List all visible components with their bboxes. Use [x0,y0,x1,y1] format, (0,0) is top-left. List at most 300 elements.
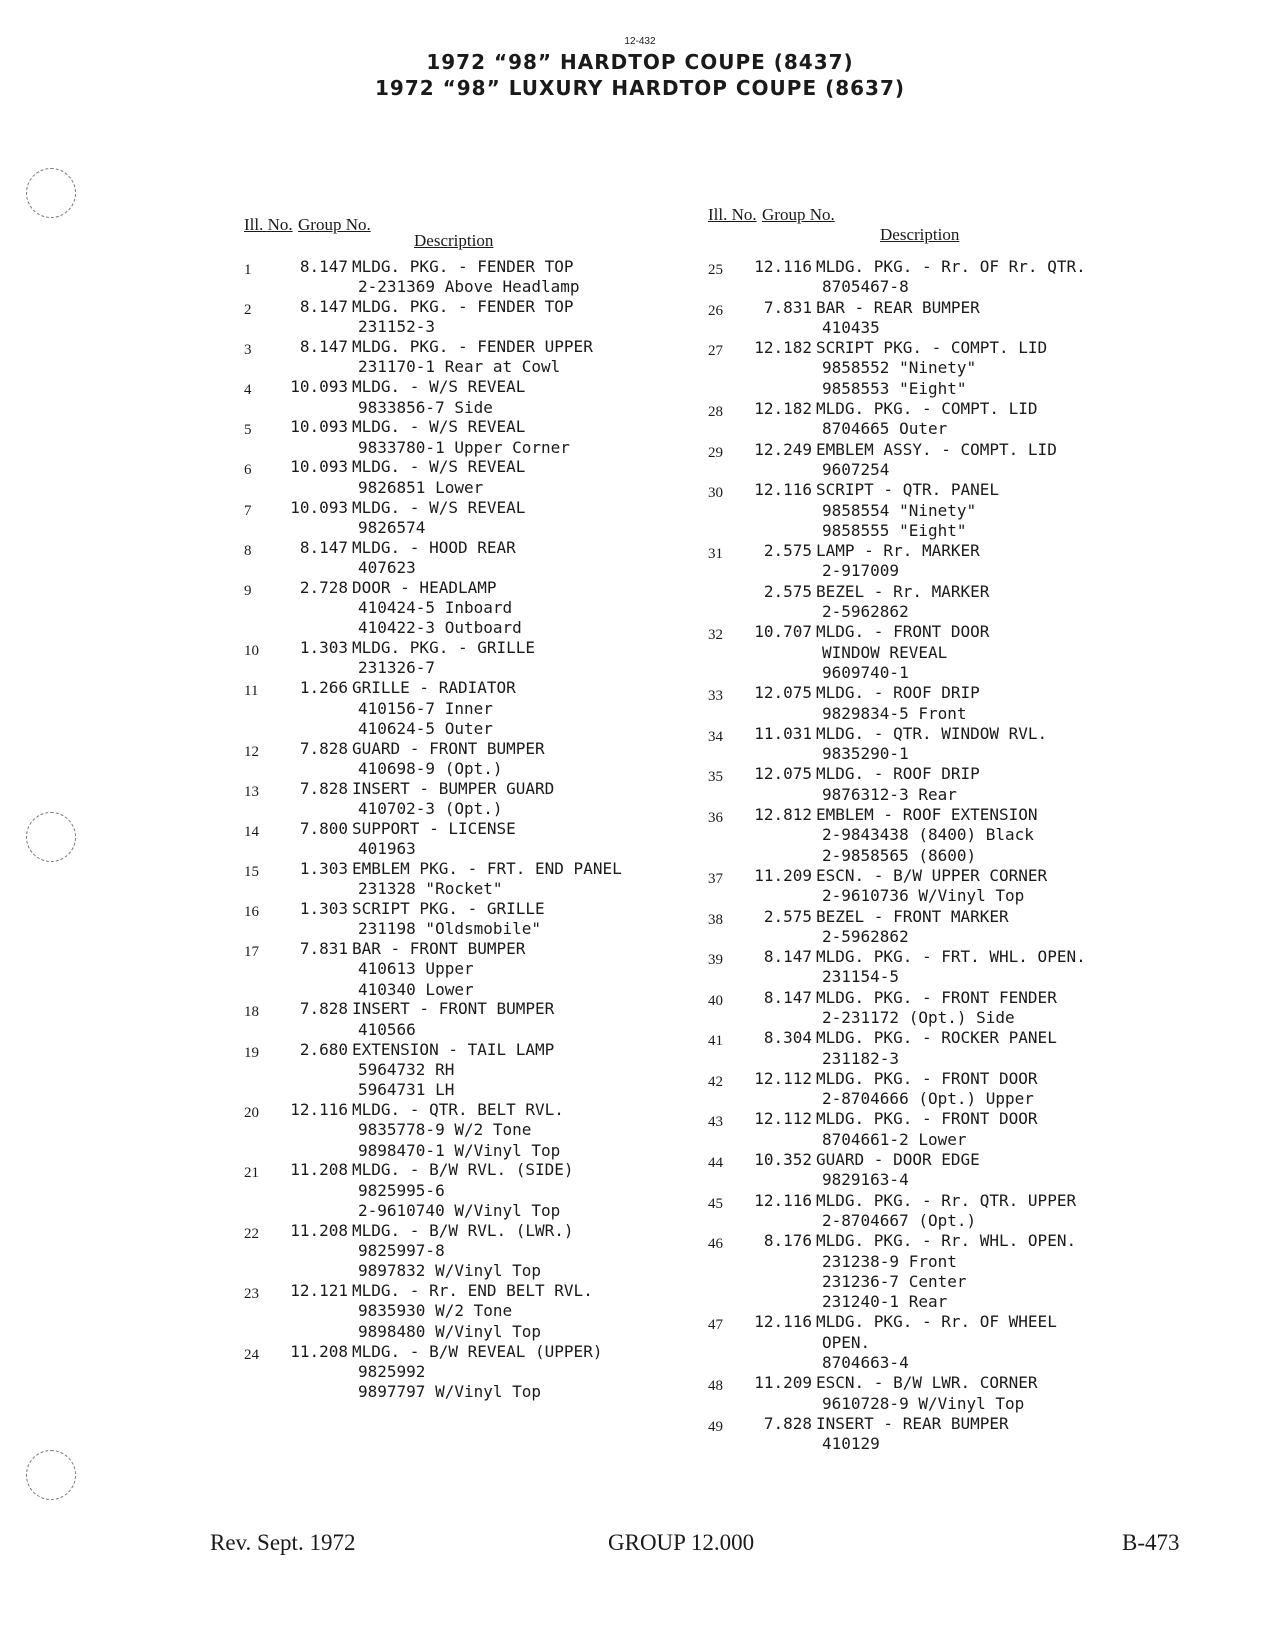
part-entry [244,377,704,418]
group-number: 10.093 [290,377,348,397]
part-details [816,866,1168,907]
part-number-line: 9835290-1 [822,744,909,764]
group-number: 12.112 [754,1068,812,1088]
group-number: 10.093 [290,417,348,437]
ill-number: 31 [708,546,723,563]
group-number: 12.116 [754,480,812,500]
part-details [816,988,1168,1029]
part-details [816,1312,1168,1373]
part-entry [708,683,1168,724]
part-number-line: 410566 [358,1019,416,1039]
group-number: 1.303 [299,638,348,658]
ill-number: 3 [244,342,252,359]
part-number-line: 231198 "Oldsmobile" [358,919,542,939]
group-number: 8.147 [763,987,812,1007]
part-number-line: 410613 Upper [358,959,474,979]
part-entry [244,999,704,1040]
ill-number: 22 [244,1225,259,1242]
part-number-line: 2-9610736 W/Vinyl Top [822,886,1025,906]
part-number-line: 9858555 "Eight" [822,520,967,540]
group-number: 10.093 [290,457,348,477]
group-number: 11.208 [290,1160,348,1180]
part-details [352,457,704,498]
part-number-line: 231326-7 [358,658,436,678]
part-description: MLDG. - W/S REVEAL [352,457,526,477]
part-number-line: 9898470-1 W/Vinyl Top [358,1140,561,1160]
ill-number: 14 [244,823,259,840]
ill-number: 32 [708,627,723,644]
part-description: MLDG. PKG. - FENDER TOP [352,257,574,276]
part-entry [708,764,1168,805]
part-number-line: 5964731 LH [358,1080,455,1100]
part-entry [244,457,704,498]
group-number: 2.575 [763,581,812,601]
ill-number: 33 [708,688,723,705]
part-details [352,739,704,780]
part-number-line: 9609740-1 [822,662,909,682]
part-number-line: 9835930 W/2 Tone [358,1301,513,1321]
part-description: BAR - FRONT BUMPER [352,939,526,959]
part-number-line: 2-5962862 [822,602,909,622]
part-details [816,1191,1168,1232]
part-number-line: 9607254 [822,459,890,479]
group-number: 1.266 [299,678,348,698]
ill-number: 6 [244,462,252,479]
part-number-line: 410156-7 Inner [358,698,493,718]
part-number-line: 9897832 W/Vinyl Top [358,1261,542,1281]
part-entry [708,1150,1168,1191]
part-description: BEZEL - FRONT MARKER [816,906,1009,926]
part-number-line: 9833780-1 Upper Corner [358,437,570,457]
ill-number: 30 [708,485,723,502]
group-number: 2.575 [763,906,812,926]
part-entry [244,1221,704,1282]
ill-number: 40 [708,992,723,1009]
part-entry [708,622,1168,683]
part-number-line: 9858552 "Ninety" [822,358,977,378]
group-number: 12.812 [754,805,812,825]
ill-number: 25 [708,262,723,278]
part-number-line: 2-8704667 (Opt.) [822,1210,977,1230]
part-number-line: 410340 Lower [358,979,474,999]
group-number: 12.116 [754,257,812,276]
part-entry [708,1028,1168,1069]
parts-column-right [708,205,1168,1455]
page-title-line-1: 1972 “98” HARDTOP COUPE (8437) [426,50,854,74]
ill-number: 26 [708,302,723,319]
part-description: MLDG. - W/S REVEAL [352,377,526,397]
part-description: MLDG. PKG. - Rr. OF WHEEL [816,1312,1057,1332]
part-number-line: OPEN. [822,1332,871,1352]
part-number-line: 2-8704666 (Opt.) Upper [822,1089,1034,1109]
group-number: 2.728 [299,577,348,597]
header-group-no: Group No. [762,205,835,224]
part-number-line: 231328 "Rocket" [358,879,503,899]
part-description: EMBLEM - ROOF EXTENSION [816,805,1038,825]
part-entry [244,859,704,900]
part-details [352,337,704,378]
part-entry [244,1040,704,1101]
part-details [816,764,1168,805]
part-description: MLDG. - QTR. BELT RVL. [352,1099,564,1119]
part-description: INSERT - BUMPER GUARD [352,778,555,798]
part-number-line: 8704663-4 [822,1353,909,1373]
part-entry [244,538,704,579]
part-entry [708,1231,1168,1312]
part-number-line: 9898480 W/Vinyl Top [358,1321,542,1341]
part-entry [708,988,1168,1029]
ill-number: 7 [244,502,252,519]
ill-number: 24 [244,1346,259,1363]
part-number-line: 231236-7 Center [822,1271,967,1291]
ill-number: 49 [708,1418,723,1435]
group-number: 12.075 [754,683,812,703]
part-entry [244,678,704,739]
part-number-line: 5964732 RH [358,1059,455,1079]
part-entry [708,298,1168,339]
group-number: 8.147 [299,537,348,557]
part-entry [244,1100,704,1161]
part-number-line: 9858553 "Eight" [822,378,967,398]
ill-number: 35 [708,769,723,786]
group-number: 12.112 [754,1109,812,1129]
part-number-line: 2-9610740 W/Vinyl Top [358,1200,561,1220]
part-number-line: 9826851 Lower [358,477,484,497]
part-description: MLDG. PKG. - FRONT FENDER [816,987,1057,1007]
group-number: 10.707 [754,622,812,642]
ill-number: 17 [244,944,259,961]
group-number: 11.209 [754,1373,812,1393]
part-number-line: 8704665 Outer [822,419,948,439]
group-number: 12.121 [290,1281,348,1301]
part-details [352,819,704,860]
ill-number: 47 [708,1317,723,1334]
group-number: 7.800 [299,818,348,838]
ill-number: 15 [244,863,259,880]
ill-number: 34 [708,728,723,745]
part-description: MLDG. PKG. - COMPT. LID [816,399,1038,419]
part-details [816,947,1168,988]
part-description: MLDG. PKG. - Rr. WHL. OPEN. [816,1231,1077,1251]
part-details [816,1150,1168,1191]
part-number-line: 9829163-4 [822,1170,909,1190]
binder-hole-bottom [26,1450,76,1500]
part-entry [708,338,1168,399]
ill-number: 20 [244,1104,259,1121]
part-details [816,1373,1168,1414]
column-header-left [244,205,704,257]
part-entry [708,541,1168,582]
part-entry [708,1373,1168,1414]
part-entry [708,399,1168,440]
part-details [352,1100,704,1161]
ill-number: 23 [244,1286,259,1303]
group-number: 10.093 [290,497,348,517]
part-number-line: 410422-3 Outboard [358,618,522,638]
part-entry [708,1191,1168,1232]
ill-number: 28 [708,404,723,421]
part-details [352,1342,704,1403]
part-details [352,1281,704,1342]
group-number: 11.031 [754,723,812,743]
group-number: 7.828 [299,999,348,1019]
part-details [352,377,704,418]
ill-number: 42 [708,1073,723,1090]
part-number-line: 231154-5 [822,967,900,987]
ill-number: 41 [708,1033,723,1050]
part-description: ESCN. - B/W UPPER CORNER [816,865,1048,885]
group-number: 7.828 [763,1413,812,1433]
header-group-no: Group No. [298,215,371,234]
ill-number: 43 [708,1114,723,1131]
part-entry [708,947,1168,988]
part-description: MLDG. PKG. - FRONT DOOR [816,1109,1038,1129]
page-code: 12-432 [624,36,656,47]
part-details [816,683,1168,724]
part-details [816,582,1168,623]
part-entry [708,1069,1168,1110]
part-description: MLDG. PKG. - FRT. WHL. OPEN. [816,947,1086,967]
part-details [816,480,1168,541]
binder-hole-top [26,168,76,218]
group-number: 2.680 [299,1039,348,1059]
ill-number: 39 [708,952,723,969]
part-description: BEZEL - Rr. MARKER [816,581,990,601]
part-entry [708,866,1168,907]
group-number: 10.352 [754,1150,812,1170]
part-details [352,678,704,739]
part-description: GUARD - DOOR EDGE [816,1150,980,1170]
header-ill-no: Ill. No. [708,205,757,224]
part-details [816,541,1168,582]
part-number-line: 2-231172 (Opt.) Side [822,1007,1015,1027]
part-description: INSERT - FRONT BUMPER [352,999,555,1019]
ill-number: 46 [708,1236,723,1253]
part-details [352,638,704,679]
part-number-line: 9897797 W/Vinyl Top [358,1382,542,1402]
ill-number: 8 [244,542,252,559]
part-details [352,257,704,298]
part-details [352,779,704,820]
parts-column-left [244,205,704,1402]
part-description: MLDG. - QTR. WINDOW RVL. [816,723,1048,743]
part-description: MLDG. - W/S REVEAL [352,497,526,517]
group-number: 8.147 [299,337,348,357]
group-number: 12.116 [754,1190,812,1210]
part-description: MLDG. - ROOF DRIP [816,683,980,703]
part-number-line: 8704661-2 Lower [822,1129,967,1149]
part-description: EMBLEM ASSY. - COMPT. LID [816,439,1057,459]
part-number-line: 2-917009 [822,561,900,581]
part-entry [244,498,704,539]
part-description: DOOR - HEADLAMP [352,577,497,597]
part-number-line: 407623 [358,557,416,577]
group-number: 7.828 [299,738,348,758]
part-details [352,578,704,639]
part-description: MLDG. PKG. - ROCKER PANEL [816,1028,1057,1048]
ill-number: 2 [244,302,252,319]
ill-number [708,582,754,585]
part-entry [708,1109,1168,1150]
part-entry [708,1312,1168,1373]
part-description: MLDG. - B/W RVL. (LWR.) [352,1220,574,1240]
header-description: Description [880,225,960,244]
part-number-line: 401963 [358,839,416,859]
part-entry [708,582,1168,623]
part-number-line: 231238-9 Front [822,1251,957,1271]
part-description: GUARD - FRONT BUMPER [352,738,545,758]
part-entry [244,899,704,940]
part-description: MLDG. PKG. - GRILLE [352,638,536,658]
group-number: 12.116 [754,1312,812,1332]
part-details [352,1040,704,1101]
ill-number: 12 [244,743,259,760]
part-description: SCRIPT PKG. - GRILLE [352,899,545,918]
part-description: INSERT - REAR BUMPER [816,1413,1009,1433]
group-number: 12.182 [754,338,812,358]
ill-number: 21 [244,1165,259,1182]
group-number: 8.147 [763,947,812,967]
part-description: MLDG. - HOOD REAR [352,537,516,557]
part-number-line: 2-231369 Above Headlamp [358,277,580,297]
part-details [352,859,704,900]
part-details [352,297,704,338]
part-number-line: 410624-5 Outer [358,718,493,738]
group-number: 2.575 [763,541,812,561]
part-description: MLDG. - W/S REVEAL [352,417,526,437]
part-description: SCRIPT PKG. - COMPT. LID [816,338,1048,358]
footer-revision: Rev. Sept. 1972 [210,1530,356,1555]
ill-number: 11 [244,683,259,700]
footer-group: GROUP 12.000 [608,1530,755,1555]
part-details [816,724,1168,765]
part-number-line: 9829834-5 Front [822,703,967,723]
part-number-line: 231182-3 [822,1048,900,1068]
part-number-line: 9876312-3 Rear [822,784,957,804]
group-number: 8.304 [763,1028,812,1048]
part-details [352,899,704,940]
ill-number: 4 [244,382,252,399]
part-entry [244,1342,704,1403]
part-details [816,1231,1168,1312]
ill-number: 37 [708,870,723,887]
ill-number: 48 [708,1378,723,1395]
part-entry [244,638,704,679]
part-number-line: 410424-5 Inboard [358,598,513,618]
part-details [816,338,1168,399]
part-details [816,257,1168,298]
part-number-line: 231170-1 Rear at Cowl [358,357,561,377]
part-number-line: 231240-1 Rear [822,1292,948,1312]
part-entry [244,1281,704,1342]
group-number: 8.176 [763,1231,812,1251]
part-entry [244,337,704,378]
ill-number: 16 [244,904,259,920]
part-number-line: 9833856-7 Side [358,397,493,417]
part-entry [708,907,1168,948]
part-number-line: 9826574 [358,517,426,537]
group-number: 11.209 [754,865,812,885]
part-entry [244,417,704,458]
part-description: MLDG. - Rr. END BELT RVL. [352,1281,593,1301]
part-details [816,1069,1168,1110]
ill-number: 44 [708,1155,723,1172]
part-details [816,1109,1168,1150]
group-number: 11.208 [290,1220,348,1240]
part-entry [708,440,1168,481]
column-header-right [708,205,1168,257]
part-number-line: 231152-3 [358,317,436,337]
part-details [816,622,1168,683]
part-description: MLDG. PKG. - FENDER UPPER [352,337,593,357]
part-number-line: 9835778-9 W/2 Tone [358,1120,532,1140]
part-details [816,1028,1168,1069]
page-title-line-2: 1972 “98” LUXURY HARDTOP COUPE (8637) [374,76,906,100]
part-description: MLDG. - ROOF DRIP [816,764,980,784]
part-number-line: 410435 [822,317,880,337]
part-description: MLDG. PKG. - FRONT DOOR [816,1068,1038,1088]
part-entry [708,724,1168,765]
ill-number: 38 [708,911,723,928]
group-number: 12.075 [754,764,812,784]
ill-number: 10 [244,643,259,660]
part-description: SUPPORT - LICENSE [352,818,516,838]
part-details [352,939,704,1000]
part-description: EMBLEM PKG. - FRT. END PANEL [352,858,622,878]
footer-page-number: B-473 [1122,1530,1180,1555]
ill-number: 9 [244,582,252,599]
part-entry [244,779,704,820]
part-description: SCRIPT - QTR. PANEL [816,480,1000,500]
part-number-line: 410698-9 (Opt.) [358,758,503,778]
ill-number: 36 [708,810,723,827]
part-number-line: 9858554 "Ninety" [822,500,977,520]
ill-number: 29 [708,444,723,461]
part-number-line: 9825992 [358,1361,426,1381]
part-number-line: 9825997-8 [358,1241,445,1261]
part-details [816,805,1168,866]
parts-list-left [244,257,704,1402]
part-description: BAR - REAR BUMPER [816,297,980,317]
part-entry [708,480,1168,541]
group-number: 7.828 [299,778,348,798]
ill-number: 45 [708,1195,723,1212]
part-description: MLDG. PKG. - Rr. OF Rr. QTR. [816,257,1086,276]
part-entry [244,1160,704,1221]
group-number: 1.303 [299,858,348,878]
header-description: Description [414,231,494,250]
part-details [816,1414,1168,1455]
part-number-line: 410129 [822,1434,880,1454]
part-number-line: WINDOW REVEAL [822,642,948,662]
part-entry [244,257,704,298]
part-description: MLDG. PKG. - FENDER TOP [352,297,574,317]
part-entry [244,578,704,639]
part-description: MLDG. - B/W REVEAL (UPPER) [352,1341,603,1361]
group-number: 8.147 [299,257,348,276]
part-entry [244,739,704,780]
part-description: EXTENSION - TAIL LAMP [352,1039,555,1059]
part-number-line: 9825995-6 [358,1180,445,1200]
part-entry [244,297,704,338]
part-entry [708,1414,1168,1455]
part-number-line: 2-9858565 (8600) [822,845,977,865]
part-details [352,1160,704,1221]
part-description: ESCN. - B/W LWR. CORNER [816,1373,1038,1393]
part-number-line: 9610728-9 W/Vinyl Top [822,1393,1025,1413]
part-details [352,1221,704,1282]
part-number-line: 8705467-8 [822,277,909,297]
